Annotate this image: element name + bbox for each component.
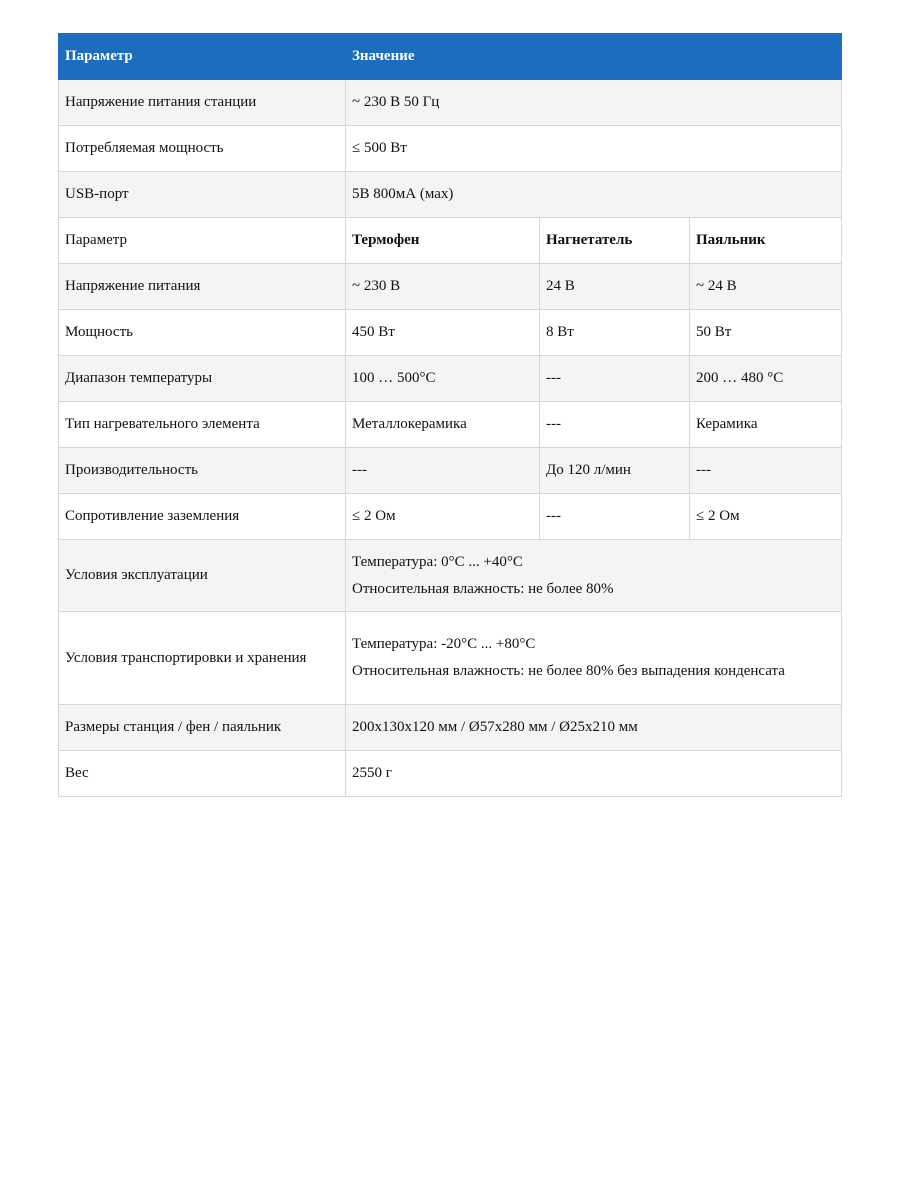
table-row-weight: [59, 751, 842, 797]
row-param: Мощность: [59, 310, 346, 356]
header-param: Параметр: [59, 34, 346, 80]
sub-header-blower: Нагнетатель: [540, 218, 690, 264]
row-heat-gun-value: 450 Вт: [346, 310, 540, 356]
table-header-row: [59, 34, 842, 80]
row-soldering-iron-value: ---: [690, 448, 842, 494]
row-param: Вес: [59, 751, 346, 797]
sub-header-param: Параметр: [59, 218, 346, 264]
row-value: [346, 540, 842, 612]
row-blower-value: ---: [540, 402, 690, 448]
header-value: Значение: [346, 34, 842, 80]
row-soldering-iron-value: 200 … 480 °С: [690, 356, 842, 402]
row-blower-value: 8 Вт: [540, 310, 690, 356]
table-row-operating-conditions: [59, 540, 842, 612]
row-param: Размеры станция / фен / паяльник: [59, 705, 346, 751]
row-param: Производительность: [59, 448, 346, 494]
row-heat-gun-value: ≤ 2 Ом: [346, 494, 540, 540]
row-blower-value: ---: [540, 356, 690, 402]
row-param: USB-порт: [59, 172, 346, 218]
row-param: Сопротивление заземления: [59, 494, 346, 540]
row-param: Напряжение питания станции: [59, 80, 346, 126]
table-row: [59, 448, 842, 494]
row-param: Условия транспортировки и хранения: [59, 612, 346, 705]
table-row: [59, 310, 842, 356]
row-blower-value: 24 В: [540, 264, 690, 310]
row-value: ≤ 500 Вт: [346, 126, 842, 172]
storage-temperature: Температура: -20°С ... +80°С: [352, 636, 536, 652]
table-row: [59, 356, 842, 402]
row-param: Тип нагревательного элемента: [59, 402, 346, 448]
row-value: [346, 612, 842, 705]
spec-table: [58, 33, 842, 797]
sub-header-heat-gun: Термофен: [346, 218, 540, 264]
row-value: 200х130х120 мм / Ø57х280 мм / Ø25х210 мм: [346, 705, 842, 751]
operating-humidity: Относительная влажность: не более 80%: [352, 580, 614, 597]
table-row-dimensions: [59, 705, 842, 751]
row-soldering-iron-value: Керамика: [690, 402, 842, 448]
row-value: 2550 г: [346, 751, 842, 797]
table-row-storage-conditions: [59, 612, 842, 705]
row-heat-gun-value: 100 … 500°С: [346, 356, 540, 402]
table-row: [59, 172, 842, 218]
sub-header-row: [59, 218, 842, 264]
row-soldering-iron-value: ≤ 2 Ом: [690, 494, 842, 540]
sub-header-soldering-iron: Паяльник: [690, 218, 842, 264]
storage-humidity: Относительная влажность: не более 80% без выпадения конденсата: [352, 663, 785, 679]
table-row: [59, 80, 842, 126]
row-heat-gun-value: ---: [346, 448, 540, 494]
row-soldering-iron-value: 50 Вт: [690, 310, 842, 356]
operating-temperature: Температура: 0°С ... +40°С: [352, 553, 523, 570]
table-row: [59, 126, 842, 172]
row-param: Диапазон температуры: [59, 356, 346, 402]
row-heat-gun-value: ~ 230 В: [346, 264, 540, 310]
row-blower-value: ---: [540, 494, 690, 540]
row-soldering-iron-value: ~ 24 В: [690, 264, 842, 310]
table-row: [59, 402, 842, 448]
row-param: Условия эксплуатации: [59, 540, 346, 612]
row-blower-value: До 120 л/мин: [540, 448, 690, 494]
table-row: [59, 494, 842, 540]
table-row: [59, 264, 842, 310]
row-value: 5В 800мА (мах): [346, 172, 842, 218]
row-value: ~ 230 В 50 Гц: [346, 80, 842, 126]
row-param: Потребляемая мощность: [59, 126, 346, 172]
row-param: Напряжение питания: [59, 264, 346, 310]
row-heat-gun-value: Металлокерамика: [346, 402, 540, 448]
